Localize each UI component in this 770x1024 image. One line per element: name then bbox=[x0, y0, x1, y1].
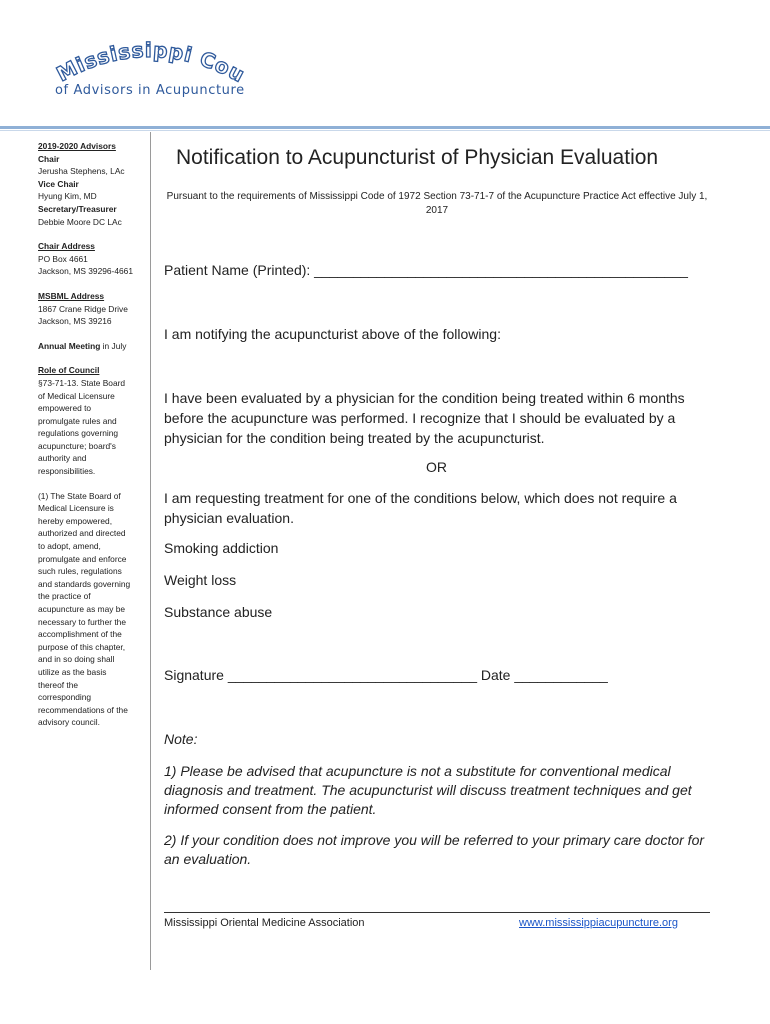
annual-meeting-label: Annual Meeting bbox=[38, 340, 101, 351]
sidebar-divider bbox=[150, 132, 151, 970]
role-heading: Role of Council bbox=[38, 365, 100, 376]
role-line: promulgate rules and bbox=[38, 415, 117, 426]
chair-label: Chair bbox=[38, 153, 60, 164]
clause-line: to adopt, amend, bbox=[38, 541, 101, 552]
chair-address-line: Jackson, MS 39296-4661 bbox=[38, 266, 133, 277]
role-line: empowered to bbox=[38, 403, 92, 414]
clause-line: and standards governing bbox=[38, 578, 131, 589]
clause-line: recommendations of the bbox=[38, 704, 128, 715]
option-physician-evaluated: I have been evaluated by a physician for the condition being treated within 6 months before the acupuncture was performed. I recognize that I should be evaluated by a physician for the condition being treated by the acupuncturist. bbox=[164, 390, 685, 446]
clause-line: acupuncture as may be bbox=[38, 604, 126, 614]
statute-subtitle: Pursuant to the requirements of Mississippi Code of 1972 Section 73-71-7 of the Acupuncture Practice Act effective July 1, 2017 bbox=[166, 191, 708, 216]
chair-address-heading: Chair Address bbox=[38, 241, 95, 252]
condition-item: Weight loss bbox=[164, 572, 237, 588]
clause-line: Medical Licensure is bbox=[38, 503, 114, 514]
header-rule-thin bbox=[0, 130, 770, 131]
clause-line: accomplishment of the bbox=[38, 629, 122, 640]
clause-line: (1) The State Board of bbox=[38, 490, 121, 501]
msbml-heading: MSBML Address bbox=[38, 290, 105, 301]
option-no-evaluation-required: I am requesting treatment for one of the conditions below, which does not require a physician evaluation. bbox=[164, 490, 677, 526]
patient-name-field[interactable]: Patient Name (Printed): ________________________________________________ bbox=[164, 262, 688, 278]
clause-line: utilize as the basis bbox=[38, 666, 107, 677]
logo-title: Mississippi Cou bbox=[52, 40, 250, 88]
vice-chair-label: Vice Chair bbox=[38, 178, 79, 189]
header-rule bbox=[0, 126, 770, 129]
page-title: Notification to Acupuncturist of Physician Evaluation bbox=[176, 146, 659, 169]
council-logo-arc-text bbox=[50, 40, 250, 110]
footer-website-link[interactable]: www.mississippiacupuncture.org bbox=[519, 917, 678, 929]
condition-item: Smoking addiction bbox=[164, 540, 279, 556]
role-line: responsibilities. bbox=[38, 466, 96, 477]
council-logo bbox=[50, 40, 250, 110]
advisors-sidebar bbox=[38, 140, 148, 741]
clause-line: authorized and directed bbox=[38, 528, 126, 539]
secretary-name: Debbie Moore DC LAc bbox=[38, 216, 122, 227]
chair-address-line: PO Box 4661 bbox=[38, 253, 88, 264]
footer-org: Mississippi Oriental Medicine Association bbox=[164, 917, 365, 929]
msbml-address-line: Jackson, MS 39216 bbox=[38, 316, 112, 327]
advisors-heading: 2019-2020 Advisors bbox=[38, 141, 116, 151]
msbml-address-block bbox=[38, 290, 148, 328]
clause-line: promulgate and enforce bbox=[38, 553, 127, 564]
annual-meeting bbox=[38, 340, 148, 353]
signature-date-field[interactable]: Signature ________________________________ Date ____________ bbox=[164, 667, 608, 683]
role-line: of Medical Licensure bbox=[38, 390, 115, 401]
notify-statement: I am notifying the acupuncturist above of the following: bbox=[164, 326, 501, 342]
clause-block bbox=[38, 490, 148, 729]
vice-chair-name: Hyung Kim, MD bbox=[38, 191, 97, 202]
note-item-1: 1) Please be advised that acupuncture is not a substitute for conventional medical diagnosis and treatment. The acupuncturist will discuss treatment techniques and get informed consent from the patient. bbox=[164, 763, 692, 817]
clause-line: and in so doing shall bbox=[38, 654, 115, 665]
clause-line: necessary to further the bbox=[38, 616, 126, 627]
clause-line: the practice of bbox=[38, 591, 91, 602]
role-line: §73-71-13. State Board bbox=[38, 377, 126, 388]
role-block bbox=[38, 364, 148, 477]
note-heading: Note: bbox=[164, 731, 198, 747]
msbml-address-line: 1867 Crane Ridge Drive bbox=[38, 303, 128, 314]
clause-line: such rules, regulations bbox=[38, 566, 122, 577]
clause-line: thereof the bbox=[38, 679, 79, 690]
condition-item: Substance abuse bbox=[164, 604, 273, 620]
role-line: regulations governing bbox=[38, 428, 119, 439]
note-item-2: 2) If your condition does not improve you will be referred to your primary care doctor for an evaluation. bbox=[164, 832, 705, 867]
role-line: acupuncture; board's bbox=[38, 440, 116, 451]
or-separator: OR bbox=[426, 459, 447, 475]
chair-name: Jerusha Stephens, LAc bbox=[38, 166, 125, 177]
logo-subtitle: of Advisors in Acupuncture bbox=[55, 83, 245, 98]
clause-line: advisory council. bbox=[38, 717, 100, 728]
secretary-label: Secretary/Treasurer bbox=[38, 203, 117, 214]
svg-text:Mississippi Council bbox=[50, 40, 249, 87]
clause-line: purpose of this chapter, bbox=[38, 641, 126, 652]
clause-line: hereby empowered, bbox=[38, 515, 113, 526]
chair-address-block bbox=[38, 240, 148, 278]
role-line: authority and bbox=[38, 453, 87, 464]
clause-line: corresponding bbox=[38, 692, 92, 703]
advisors-block bbox=[38, 140, 148, 228]
footer-rule bbox=[164, 912, 710, 913]
annual-meeting-value: in July bbox=[100, 340, 127, 351]
